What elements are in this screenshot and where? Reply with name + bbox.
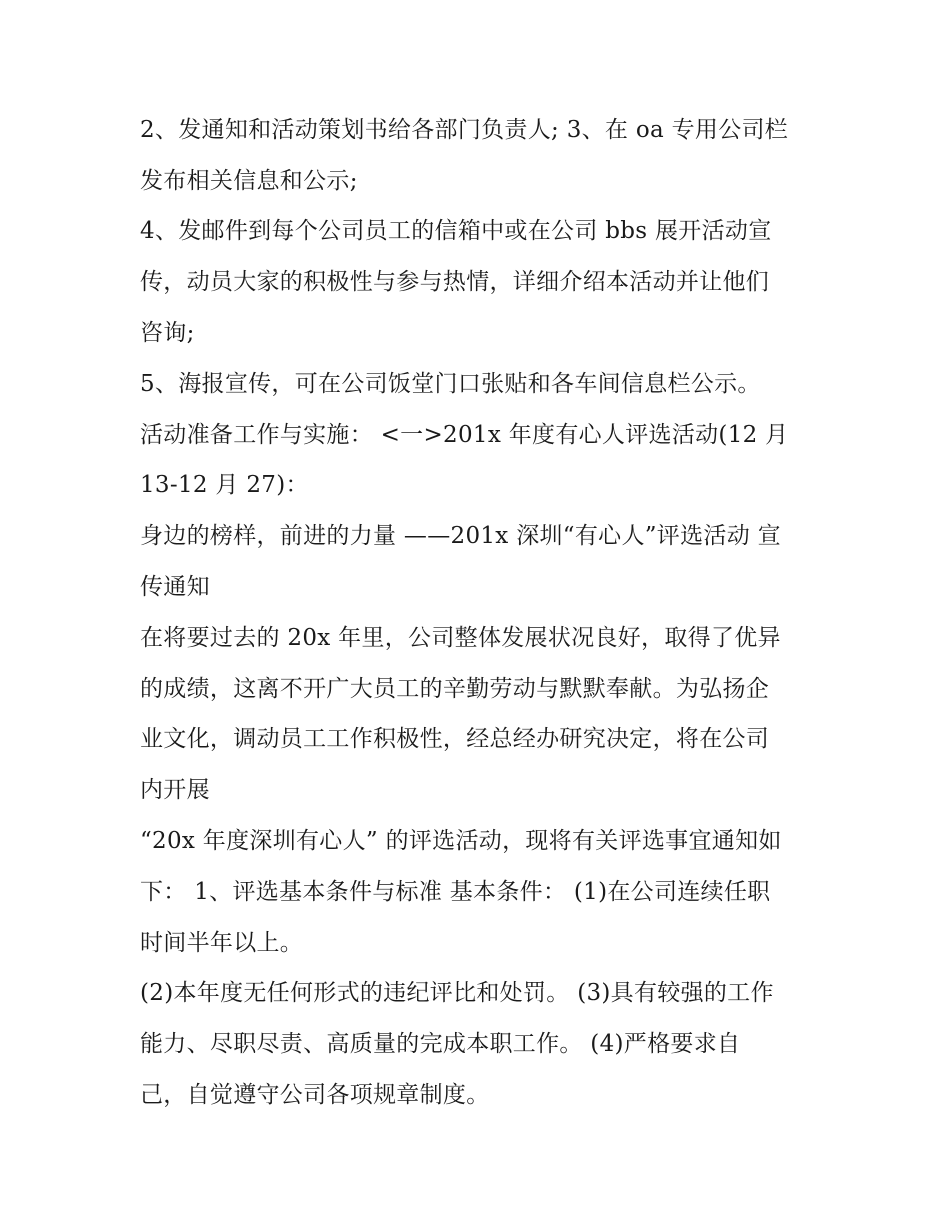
text-line: 己，自觉遵守公司各项规章制度。 (140, 1082, 490, 1108)
text-line: 咨询; (140, 320, 195, 346)
text-line: 活动准备工作与实施： <一>201x 年度有心人评选活动(12 月 (140, 422, 789, 448)
text-line: 发布相关信息和公示; (140, 168, 358, 194)
text-line: 2、发通知和活动策划书给各部门负责人; 3、在 oa 专用公司栏 (140, 117, 789, 143)
text-line: 5、海报宣传，可在公司饭堂门口张贴和各车间信息栏公示。 (140, 371, 761, 397)
text-line: 13-12 月 27)： (140, 472, 309, 498)
text-line: 在将要过去的 20x 年里，公司整体发展状况良好，取得了优异 (140, 625, 781, 651)
text-line: 传，动员大家的积极性与参与热情，详细介绍本活动并让他们 (140, 269, 770, 295)
text-line: 业文化，调动员工工作积极性，经总经办研究决定，将在公司 (140, 726, 770, 752)
text-line: 下： 1、评选基本条件与标准 基本条件： (1)在公司连续任职 (140, 879, 771, 905)
text-line: 时间半年以上。 (140, 930, 304, 956)
text-line: 内开展 (140, 777, 210, 803)
text-line: 能力、尽职尽责、高质量的完成本职工作。 (4)严格要求自 (140, 1031, 741, 1057)
text-line: “20x 年度深圳有心人” 的评选活动，现将有关评选事宜通知如 (140, 828, 782, 854)
text-line: 4、发邮件到每个公司员工的信箱中或在公司 bbs 展开活动宣 (140, 218, 772, 244)
text-line: 身边的榜样，前进的力量 ——201x 深圳“有心人”评选活动 宣 (140, 523, 781, 549)
text-line: 传通知 (140, 574, 210, 600)
text-line: (2)本年度无任何形式的违纪评比和处罚。 (3)具有较强的工作 (140, 980, 774, 1006)
text-line: 的成绩，这离不开广大员工的辛勤劳动与默默奉献。为弘扬企 (140, 676, 770, 702)
